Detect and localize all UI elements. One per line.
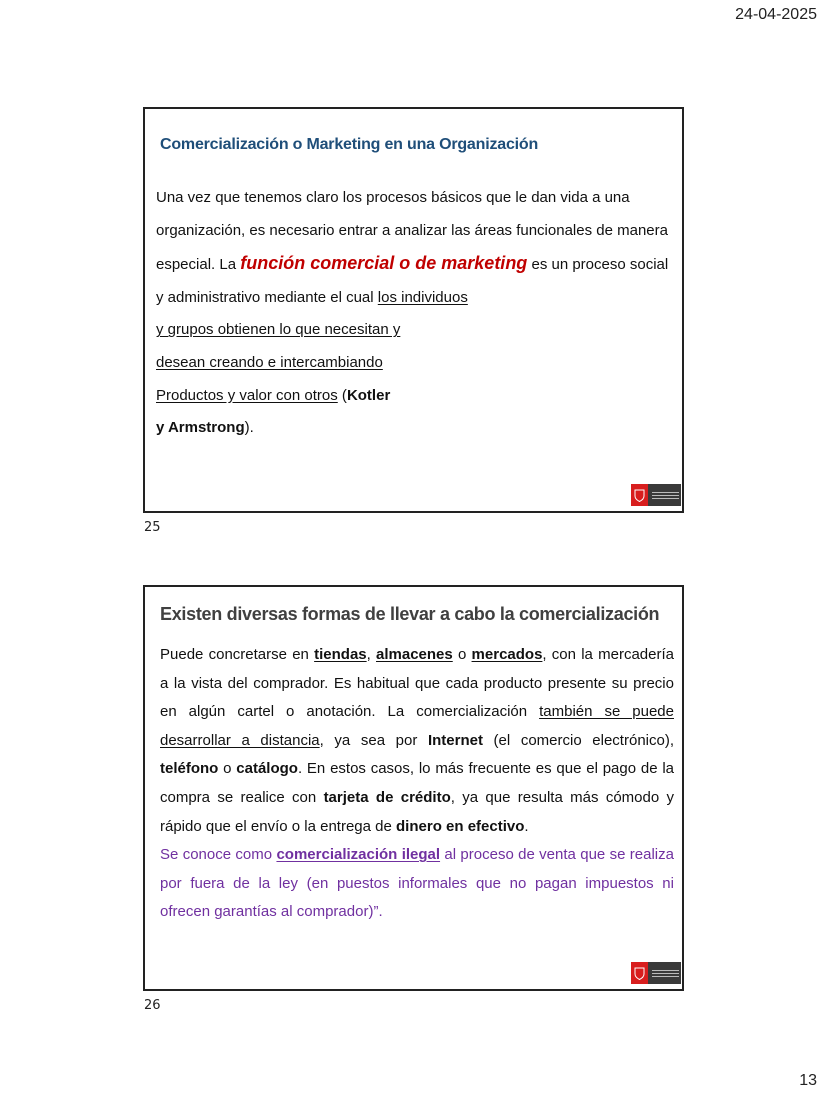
slide-title: Existen diversas formas de llevar a cabo la comercialización [160, 604, 660, 624]
slide-body [156, 182, 676, 445]
slide-title: Comercialización o Marketing en una Organización [160, 136, 539, 153]
underlined-text: desean creando e intercambiando [156, 353, 383, 371]
university-logo-icon [631, 484, 681, 510]
body-text: ( [337, 386, 347, 404]
bold-underlined-text: almacenes [376, 646, 453, 663]
bold-text: tarjeta de crédito [323, 788, 451, 806]
body-text: al proceso de venta que se realiza por fuera de la ley (en puestos informales que no pagan impuestos ni ofrecen garantías al comprador)”. [160, 846, 674, 921]
page-date: 24-04-2025 [735, 6, 817, 23]
page-number: 13 [799, 1072, 817, 1089]
slide-number: 25 [144, 520, 161, 535]
body-text: es un proceso social y administrativo mediante el cual [156, 256, 669, 306]
paragraph [160, 641, 674, 841]
slide-body [160, 641, 674, 927]
slide-number: 26 [144, 998, 161, 1013]
bold-underlined-text: mercados [471, 646, 543, 663]
paragraph-illegal [160, 841, 674, 927]
body-text: , ya sea por [319, 731, 428, 749]
slide-25 [143, 107, 684, 513]
underlined-text: y grupos obtienen lo que necesitan y [156, 321, 401, 339]
bold-text: dinero en efectivo [396, 817, 525, 835]
highlight-text: función comercial o de marketing [240, 253, 528, 274]
body-text: Puede concretarse en [160, 646, 315, 663]
logo-wordmark [648, 962, 681, 984]
shield-icon [631, 962, 648, 984]
logo-wordmark [648, 484, 681, 506]
underlined-text: Productos y valor con otros [156, 386, 338, 404]
body-text: o [218, 760, 237, 778]
bold-underlined-text: comercialización ilegal [276, 846, 441, 864]
body-text: , con la mercadería a la vista del comprador. Es habitual que cada producto presente su precio en algún cartel o anotación. La comercialización [160, 646, 674, 721]
university-logo-icon [631, 962, 681, 988]
body-text: (el comercio electrónico), [482, 731, 674, 749]
bold-underlined-text: tiendas [314, 646, 367, 663]
bold-text: Kotler [346, 386, 391, 404]
shield-icon [631, 484, 648, 506]
body-text: . En estos casos, lo más frecuente es que el pago de la compra se realice con [160, 760, 674, 806]
body-text: . [524, 817, 529, 835]
slide-26 [143, 585, 684, 991]
bold-text: y Armstrong [156, 419, 245, 437]
body-text: Se conoce como [160, 846, 277, 864]
body-text: , ya que resulta más cómodo y rápido que el envío o la entrega de [160, 788, 675, 835]
body-text: , [366, 646, 377, 663]
body-text: o [452, 646, 472, 663]
bold-text: teléfono [160, 760, 219, 778]
body-text: ). [244, 419, 254, 437]
body-text: Una vez que tenemos claro los procesos básicos que le dan vida a una organización, es necesario entrar a analizar las áreas funcionales de manera especial. La [156, 189, 668, 274]
underlined-text: los individuos [377, 288, 468, 306]
bold-text: catálogo [236, 760, 298, 778]
underlined-text: también se puede desarrollar a distancia [160, 703, 674, 749]
bold-text: Internet [427, 731, 483, 749]
